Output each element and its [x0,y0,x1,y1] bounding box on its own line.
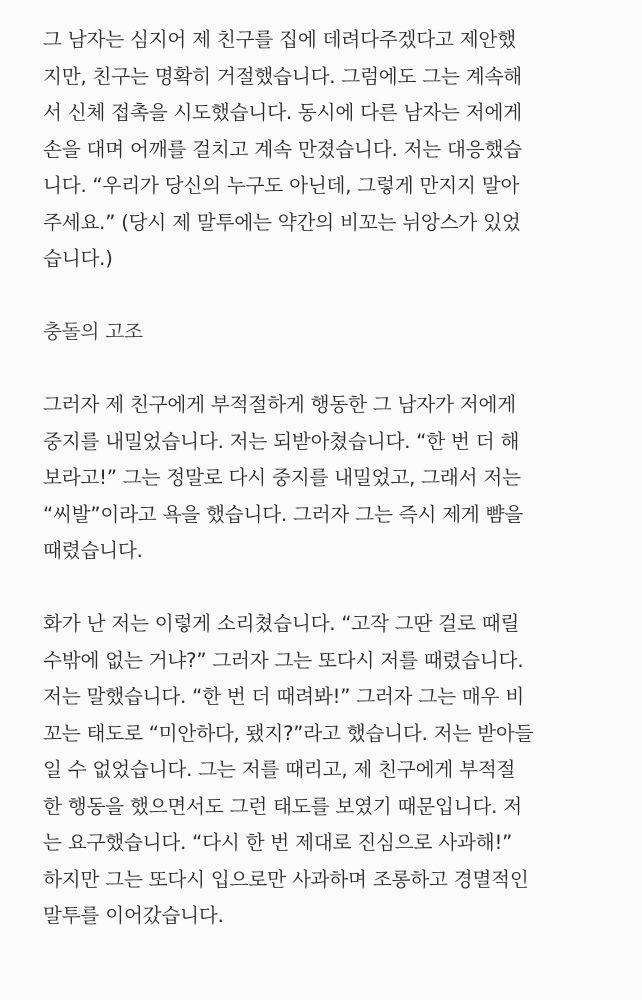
text-line: 니다. “우리가 당신의 누구도 아닌데, 그렇게 만지지 말아 [43,174,520,197]
text-line: “씨발”이라고 욕을 했습니다. 그러자 그는 즉시 제게 뺨을 [43,502,524,526]
paragraph-gap [43,278,608,315]
text-line: 주세요.” (당시 제 말투에는 약간의 비꼬는 뉘앙스가 있었 [43,210,521,234]
text-line: 화가 난 저는 이렇게 소리쳤습니다. “고작 그딴 걸로 때릴 [43,612,520,635]
text-line: 꼬는 태도로 “미안하다, 됐지?”라고 했습니다. 저는 받아들 [43,721,534,745]
text-line: 습니다.) [43,247,113,270]
text-line: 저는 말했습니다. “한 번 더 때려봐!” 그러자 그는 매우 비 [43,685,525,708]
text-line: 지만, 친구는 명확히 거절했습니다. 그럼에도 그는 계속해 [43,64,522,88]
text-line: 때렸습니다. [43,539,143,562]
text-line: 는 요구했습니다. “다시 한 번 제대로 진심으로 사과해!” [43,831,513,854]
text-line: 보라고!” 그는 정말로 다시 중지를 내밀었고, 그래서 저는 [43,466,521,489]
paragraph-confrontation [43,606,608,935]
text-line: 한 행동을 했으면서도 그런 태도를 보였기 때문입니다. 저 [43,794,522,818]
text-line: 그 남자는 심지어 제 친구를 집에 데려다주겠다고 제안했 [43,28,516,51]
paragraph-incident [43,22,608,278]
paragraph-gap [43,351,608,388]
section-heading: 충돌의 고조 [43,320,143,343]
text-line: 그러자 제 친구에게 부적절하게 행동한 그 남자가 저에게 [43,393,516,416]
text-line: 손을 대며 어깨를 걸치고 계속 만졌습니다. 저는 대응했습 [43,137,522,161]
text-line: 일 수 없었습니다. 그는 저를 때리고, 제 친구에게 부적절 [43,758,516,781]
paragraph-escalation [43,387,608,570]
text-line: 말투를 이어갔습니다. [43,904,224,927]
text-line: 수밖에 없는 거냐?” 그러자 그는 또다시 저를 때렸습니다. [43,648,524,672]
text-line: 하지만 그는 또다시 입으로만 사과하며 조롱하고 경멸적인 [43,867,529,891]
text-line: 중지를 내밀었습니다. 저는 되받아쳤습니다. “한 번 더 해 [43,429,520,453]
text-line: 서 신체 접촉을 시도했습니다. 동시에 다른 남자는 저에게 [43,101,522,124]
paragraph-gap [43,570,608,607]
